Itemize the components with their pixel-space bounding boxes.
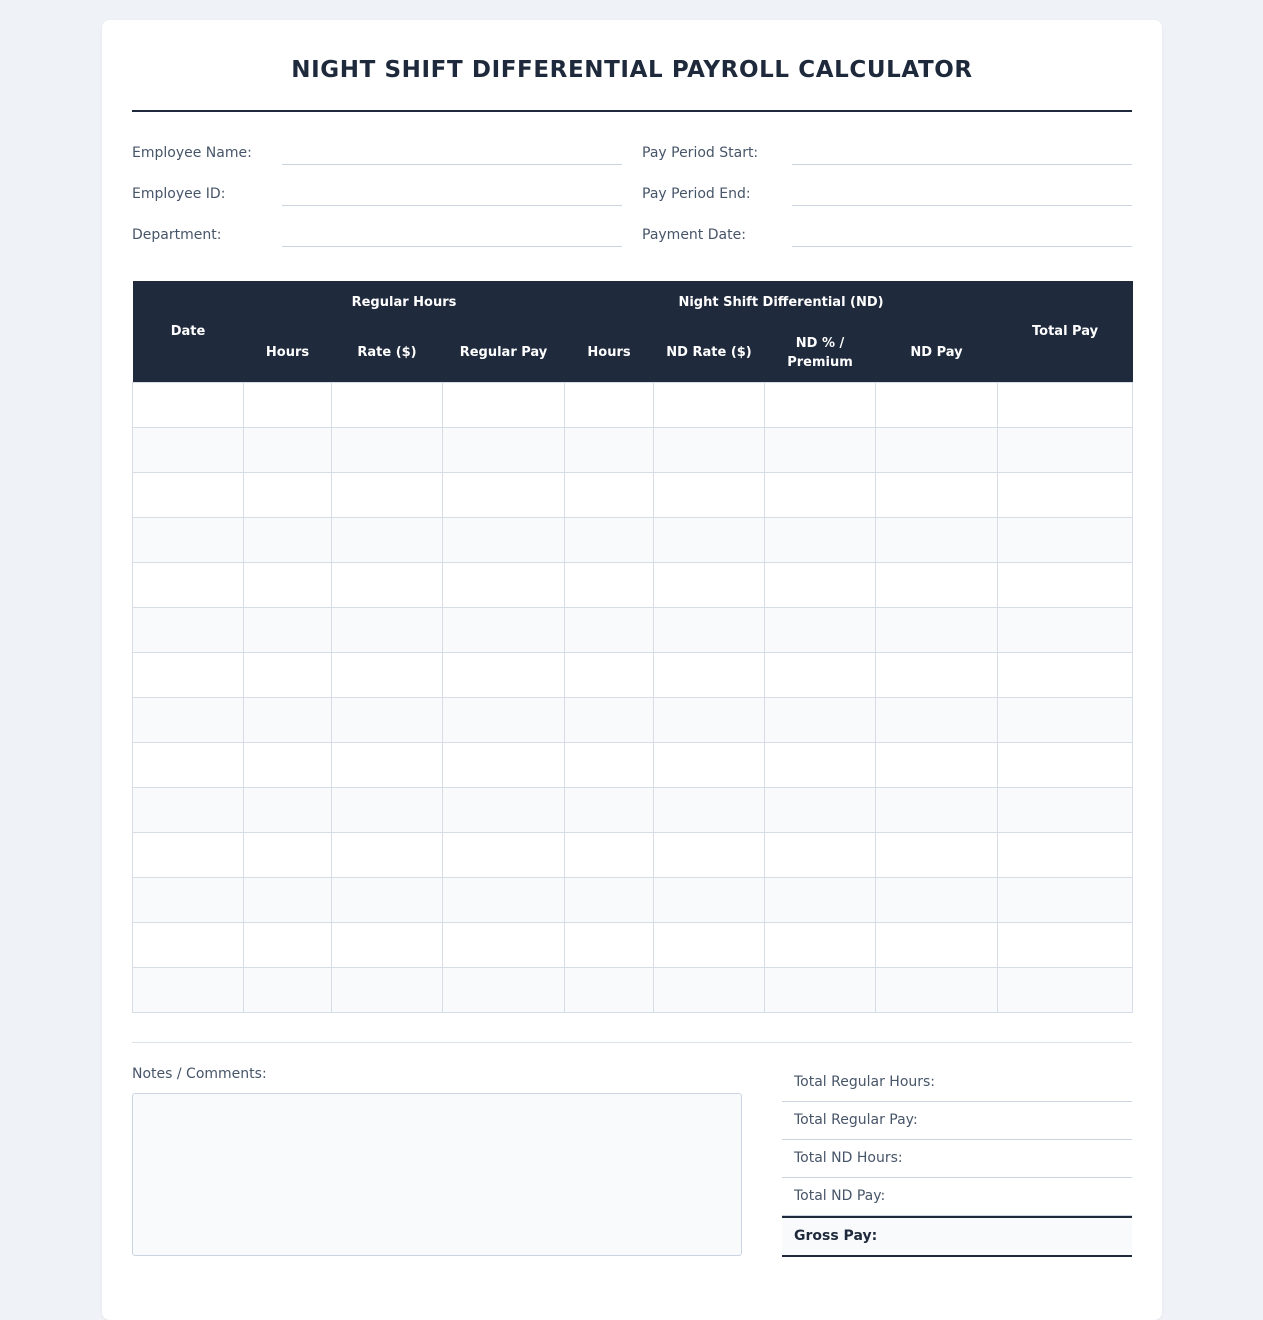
cell-total-pay[interactable]: [998, 878, 1133, 923]
col-regular-hours-header: Hours: [244, 323, 332, 383]
cell-date[interactable]: [133, 968, 244, 1013]
table-row: [133, 698, 1133, 743]
col-nd-pay-header: ND Pay: [876, 323, 998, 383]
pay-period-end-label: Pay Period End:: [642, 186, 751, 202]
cell-nd-pay[interactable]: [876, 653, 998, 698]
cell-rate[interactable]: [332, 653, 443, 698]
cell-regular-hours[interactable]: [244, 968, 332, 1013]
employee-id-row: [132, 182, 622, 212]
table-row: [133, 923, 1133, 968]
cell-rate[interactable]: [332, 788, 443, 833]
calculator-form: [102, 20, 1162, 1320]
cell-nd-percent[interactable]: [765, 473, 876, 518]
cell-total-pay[interactable]: [998, 923, 1133, 968]
payment-date-label: Payment Date:: [642, 227, 746, 243]
cell-date[interactable]: [133, 788, 244, 833]
department-label: Department:: [132, 227, 222, 243]
cell-regular-hours[interactable]: [244, 428, 332, 473]
cell-nd-pay[interactable]: [876, 518, 998, 563]
cell-date[interactable]: [133, 518, 244, 563]
cell-nd-percent[interactable]: [765, 653, 876, 698]
cell-regular-hours[interactable]: [244, 923, 332, 968]
cell-rate[interactable]: [332, 473, 443, 518]
cell-nd-rate[interactable]: [654, 608, 765, 653]
cell-total-pay[interactable]: [998, 833, 1133, 878]
cell-nd-percent[interactable]: [765, 428, 876, 473]
cell-nd-rate[interactable]: [654, 788, 765, 833]
cell-rate[interactable]: [332, 518, 443, 563]
cell-regular-pay[interactable]: [443, 968, 565, 1013]
department-field[interactable]: [282, 223, 622, 247]
cell-regular-hours[interactable]: [244, 563, 332, 608]
cell-nd-pay[interactable]: [876, 698, 998, 743]
cell-nd-hours[interactable]: [565, 608, 654, 653]
cell-rate[interactable]: [332, 878, 443, 923]
table-row: [133, 608, 1133, 653]
table-row: [133, 428, 1133, 473]
employee-name-label: Employee Name:: [132, 145, 252, 161]
cell-total-pay[interactable]: [998, 968, 1133, 1013]
cell-regular-pay[interactable]: [443, 563, 565, 608]
table-row: [133, 743, 1133, 788]
cell-nd-hours[interactable]: [565, 743, 654, 788]
cell-regular-pay[interactable]: [443, 608, 565, 653]
cell-nd-percent[interactable]: [765, 518, 876, 563]
table-row: [133, 788, 1133, 833]
cell-nd-percent[interactable]: [765, 923, 876, 968]
cell-total-pay[interactable]: [998, 653, 1133, 698]
cell-nd-rate[interactable]: [654, 473, 765, 518]
total-nd-hours-row: [782, 1140, 1132, 1178]
payroll-table-body: [133, 383, 1133, 1013]
cell-regular-pay[interactable]: [443, 518, 565, 563]
cell-nd-pay[interactable]: [876, 608, 998, 653]
regular-hours-group-header: Regular Hours: [244, 281, 565, 323]
cell-date[interactable]: [133, 383, 244, 428]
pay-period-start-field[interactable]: [792, 141, 1132, 165]
cell-nd-pay[interactable]: [876, 563, 998, 608]
cell-rate[interactable]: [332, 923, 443, 968]
cell-nd-percent[interactable]: [765, 563, 876, 608]
cell-total-pay[interactable]: [998, 698, 1133, 743]
cell-rate[interactable]: [332, 383, 443, 428]
cell-nd-percent[interactable]: [765, 743, 876, 788]
cell-regular-hours[interactable]: [244, 698, 332, 743]
cell-nd-hours[interactable]: [565, 563, 654, 608]
cell-regular-pay[interactable]: [443, 878, 565, 923]
cell-nd-rate[interactable]: [654, 923, 765, 968]
cell-nd-pay[interactable]: [876, 968, 998, 1013]
cell-total-pay[interactable]: [998, 563, 1133, 608]
cell-regular-pay[interactable]: [443, 698, 565, 743]
cell-regular-hours[interactable]: [244, 788, 332, 833]
cell-date[interactable]: [133, 428, 244, 473]
cell-regular-pay[interactable]: [443, 428, 565, 473]
cell-regular-pay[interactable]: [443, 833, 565, 878]
cell-nd-pay[interactable]: [876, 788, 998, 833]
cell-regular-hours[interactable]: [244, 518, 332, 563]
cell-nd-pay[interactable]: [876, 743, 998, 788]
cell-nd-percent[interactable]: [765, 788, 876, 833]
cell-nd-pay[interactable]: [876, 833, 998, 878]
cell-date[interactable]: [133, 698, 244, 743]
cell-nd-hours[interactable]: [565, 653, 654, 698]
payment-date-field[interactable]: [792, 223, 1132, 247]
cell-nd-percent[interactable]: [765, 608, 876, 653]
pay-period-start-row: [642, 141, 1132, 171]
cell-total-pay[interactable]: [998, 788, 1133, 833]
cell-total-pay[interactable]: [998, 383, 1133, 428]
cell-nd-hours[interactable]: [565, 788, 654, 833]
totals-summary: [782, 1064, 1132, 1257]
cell-nd-pay[interactable]: [876, 383, 998, 428]
cell-date[interactable]: [133, 653, 244, 698]
col-nd-hours-header: Hours: [565, 323, 654, 383]
table-row: [133, 518, 1133, 563]
cell-nd-hours[interactable]: [565, 698, 654, 743]
table-row: [133, 878, 1133, 923]
employee-id-field[interactable]: [282, 182, 622, 206]
total-nd-pay-label: Total ND Pay:: [794, 1188, 886, 1204]
cell-regular-hours[interactable]: [244, 743, 332, 788]
cell-regular-hours[interactable]: [244, 653, 332, 698]
cell-nd-hours[interactable]: [565, 518, 654, 563]
cell-regular-pay[interactable]: [443, 383, 565, 428]
cell-rate[interactable]: [332, 428, 443, 473]
cell-nd-rate[interactable]: [654, 878, 765, 923]
pay-period-start-label: Pay Period Start:: [642, 145, 759, 161]
pay-period-end-field[interactable]: [792, 182, 1132, 206]
cell-rate[interactable]: [332, 968, 443, 1013]
cell-nd-pay[interactable]: [876, 428, 998, 473]
total-regular-pay-label: Total Regular Pay:: [794, 1112, 918, 1128]
notes-textarea[interactable]: [132, 1093, 742, 1256]
cell-nd-hours[interactable]: [565, 473, 654, 518]
cell-nd-hours[interactable]: [565, 878, 654, 923]
table-row: [133, 563, 1133, 608]
cell-regular-pay[interactable]: [443, 653, 565, 698]
total-nd-hours-label: Total ND Hours:: [794, 1150, 903, 1166]
payment-date-row: [642, 223, 1132, 253]
gross-pay-label: Gross Pay:: [794, 1228, 878, 1244]
cell-total-pay[interactable]: [998, 743, 1133, 788]
cell-rate[interactable]: [332, 608, 443, 653]
cell-nd-rate[interactable]: [654, 563, 765, 608]
title-divider: [132, 110, 1132, 112]
cell-nd-rate[interactable]: [654, 968, 765, 1013]
cell-total-pay[interactable]: [998, 473, 1133, 518]
cell-nd-hours[interactable]: [565, 923, 654, 968]
cell-nd-rate[interactable]: [654, 653, 765, 698]
cell-total-pay[interactable]: [998, 518, 1133, 563]
cell-total-pay[interactable]: [998, 608, 1133, 653]
total-regular-hours-label: Total Regular Hours:: [794, 1074, 936, 1090]
cell-rate[interactable]: [332, 563, 443, 608]
employee-name-row: [132, 141, 622, 171]
table-row: [133, 968, 1133, 1013]
cell-rate[interactable]: [332, 698, 443, 743]
table-row: [133, 833, 1133, 878]
cell-nd-hours[interactable]: [565, 833, 654, 878]
total-nd-pay-row: [782, 1178, 1132, 1216]
cell-regular-hours[interactable]: [244, 878, 332, 923]
cell-date[interactable]: [133, 608, 244, 653]
cell-regular-hours[interactable]: [244, 473, 332, 518]
col-nd-rate-header: ND Rate ($): [654, 323, 765, 383]
cell-nd-rate[interactable]: [654, 518, 765, 563]
cell-regular-pay[interactable]: [443, 473, 565, 518]
cell-date[interactable]: [133, 743, 244, 788]
cell-nd-pay[interactable]: [876, 923, 998, 968]
cell-date[interactable]: [133, 563, 244, 608]
col-nd-percent-header: ND % / Premium: [765, 323, 876, 383]
gross-pay-row: [782, 1216, 1132, 1257]
cell-nd-rate[interactable]: [654, 383, 765, 428]
cell-total-pay[interactable]: [998, 428, 1133, 473]
cell-date[interactable]: [133, 833, 244, 878]
cell-nd-rate[interactable]: [654, 833, 765, 878]
cell-regular-pay[interactable]: [443, 788, 565, 833]
cell-nd-percent[interactable]: [765, 698, 876, 743]
cell-nd-percent[interactable]: [765, 878, 876, 923]
pay-period-end-row: [642, 182, 1132, 212]
employee-name-field[interactable]: [282, 141, 622, 165]
cell-nd-rate[interactable]: [654, 743, 765, 788]
cell-nd-hours[interactable]: [565, 383, 654, 428]
cell-regular-hours[interactable]: [244, 833, 332, 878]
total-regular-hours-row: [782, 1064, 1132, 1102]
cell-nd-hours[interactable]: [565, 428, 654, 473]
cell-nd-rate[interactable]: [654, 698, 765, 743]
col-date-header: Date: [133, 281, 244, 383]
cell-regular-pay[interactable]: [443, 923, 565, 968]
cell-rate[interactable]: [332, 743, 443, 788]
table-row: [133, 473, 1133, 518]
cell-regular-hours[interactable]: [244, 383, 332, 428]
table-row: [133, 383, 1133, 428]
cell-nd-percent[interactable]: [765, 383, 876, 428]
nd-group-header: Night Shift Differential (ND): [565, 281, 998, 323]
cell-date[interactable]: [133, 923, 244, 968]
cell-regular-pay[interactable]: [443, 743, 565, 788]
col-total-pay-header: Total Pay: [998, 281, 1133, 383]
col-regular-pay-header: Regular Pay: [443, 323, 565, 383]
section-divider: [132, 1042, 1132, 1043]
table-row: [133, 653, 1133, 698]
cell-regular-hours[interactable]: [244, 608, 332, 653]
cell-rate[interactable]: [332, 833, 443, 878]
total-regular-pay-row: [782, 1102, 1132, 1140]
cell-nd-rate[interactable]: [654, 428, 765, 473]
cell-nd-percent[interactable]: [765, 833, 876, 878]
notes-label: Notes / Comments:: [132, 1066, 267, 1082]
cell-nd-percent[interactable]: [765, 968, 876, 1013]
department-row: [132, 223, 622, 253]
employee-id-label: Employee ID:: [132, 186, 226, 202]
cell-date[interactable]: [133, 878, 244, 923]
cell-nd-pay[interactable]: [876, 473, 998, 518]
page-title: NIGHT SHIFT DIFFERENTIAL PAYROLL CALCULATOR: [291, 57, 973, 83]
cell-date[interactable]: [133, 473, 244, 518]
payroll-table: [132, 281, 1133, 1013]
cell-nd-pay[interactable]: [876, 878, 998, 923]
col-rate-header: Rate ($): [332, 323, 443, 383]
cell-nd-hours[interactable]: [565, 968, 654, 1013]
